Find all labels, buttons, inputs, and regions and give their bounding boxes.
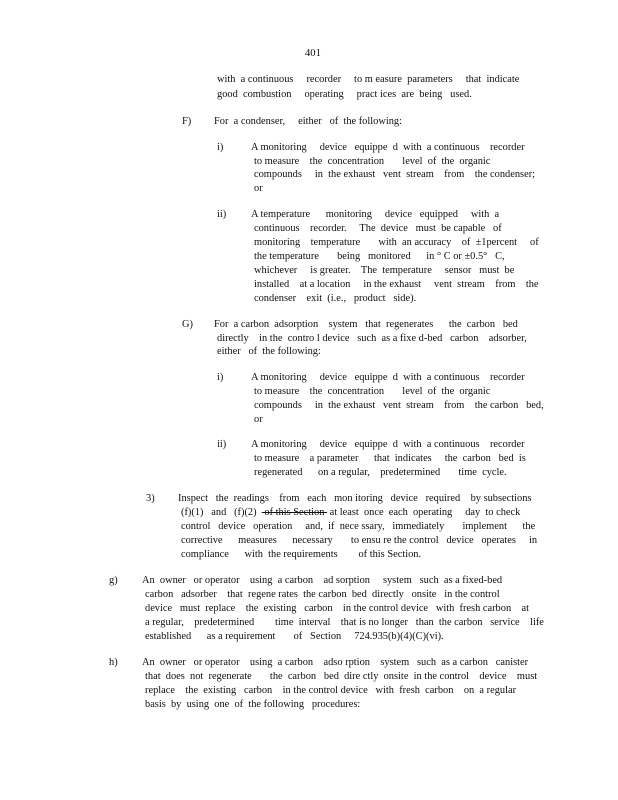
list-label-G-ii: ii): [217, 439, 227, 450]
text-line: established as a requirement of Section 724.935(b)(4)(C)(vi).: [145, 631, 444, 642]
text-line: control device operation and, if nece ssary, immediately implement the: [181, 521, 536, 532]
text-line: compounds in the exhaust vent stream from the condenser;: [254, 169, 536, 180]
list-label-G: G): [182, 319, 193, 330]
text-line: that does not regenerate the carbon bed dire ctly onsite in the control device must: [145, 671, 538, 682]
text-line: to measure the concentration level of the organic: [254, 156, 491, 167]
text-line: to measure the concentration level of the organic: [254, 386, 491, 397]
list-label-F: F): [182, 116, 192, 127]
text-line: A monitoring device equippe d with a continuous recorder: [251, 372, 525, 383]
text-line: basis by using one of the following procedures:: [145, 699, 361, 710]
list-label-F-ii: ii): [217, 209, 227, 220]
list-label-g: g): [109, 575, 118, 586]
text-line: to measure a parameter that indicates the carbon bed is: [254, 453, 526, 464]
text-line: An owner or operator using a carbon adso rption system such as a carbon canister: [142, 657, 529, 668]
text-line: condenser exit (i.e., product side).: [254, 293, 417, 304]
text-line: A monitoring device equippe d with a continuous recorder: [251, 439, 525, 450]
text-line: regenerated on a regular, predetermined time cycle.: [254, 467, 507, 478]
text-line: or: [254, 183, 263, 194]
text-line: A monitoring device equippe d with a continuous recorder: [251, 142, 525, 153]
text-line: replace the existing carbon in the control device with fresh carbon on a regular: [145, 685, 517, 696]
text-line: carbon adsorber that regene rates the carbon bed directly onsite in the control: [145, 589, 500, 600]
text-segment: (f)(1) and (f)(2): [181, 507, 262, 518]
page-number: 401: [305, 48, 321, 59]
text-line: compliance with the requirements of this Section.: [181, 549, 422, 560]
text-line: good combustion operating pract ices are being used.: [217, 89, 472, 100]
text-line: device must replace the existing carbon in the control device with fresh carbon at: [145, 603, 530, 614]
text-line: compounds in the exhaust vent stream from the carbon bed,: [254, 400, 544, 411]
text-line: directly in the contro l device such as a fixe d-bed carbon adsorber,: [217, 333, 527, 344]
struck-text: of this Section: [261, 507, 328, 518]
text-line: installed at a location in the exhaust vent stream from the: [254, 279, 539, 290]
text-line: corrective measures necessary to ensu re the control device operates in: [181, 535, 538, 546]
list-label-3: 3): [146, 493, 155, 504]
text-line: whichever is greater. The temperature sensor must be: [254, 265, 515, 276]
list-label-h: h): [109, 657, 118, 668]
text-line: For a carbon adsorption system that regenerates the carbon bed: [214, 319, 518, 330]
text-line: Inspect the readings from each mon itoring device required by subsections: [178, 493, 532, 504]
text-line: a regular, predetermined time interval that is no longer than the carbon service life: [145, 617, 544, 628]
text-line: monitoring temperature with an accuracy of ±1percent of: [254, 237, 539, 248]
text-line: with a continuous recorder to m easure parameters that indicate: [217, 74, 520, 85]
text-line: or: [254, 414, 263, 425]
text-line: A temperature monitoring device equipped with a: [251, 209, 500, 220]
text-line: either of the following:: [217, 346, 321, 357]
text-line: the temperature being monitored in ° C or ±0.5° C,: [254, 251, 505, 262]
section-F-heading: For a condenser, either of the following:: [214, 116, 403, 127]
text-segment: at least once each operating day to check: [327, 507, 521, 518]
list-label-F-i: i): [217, 142, 224, 153]
text-line: An owner or operator using a carbon ad sorption system such as a fixed-bed: [142, 575, 503, 586]
text-line-with-strikethrough: [181, 506, 520, 519]
list-label-G-i: i): [217, 372, 224, 383]
text-line: continuous recorder. The device must be capable of: [254, 223, 502, 234]
